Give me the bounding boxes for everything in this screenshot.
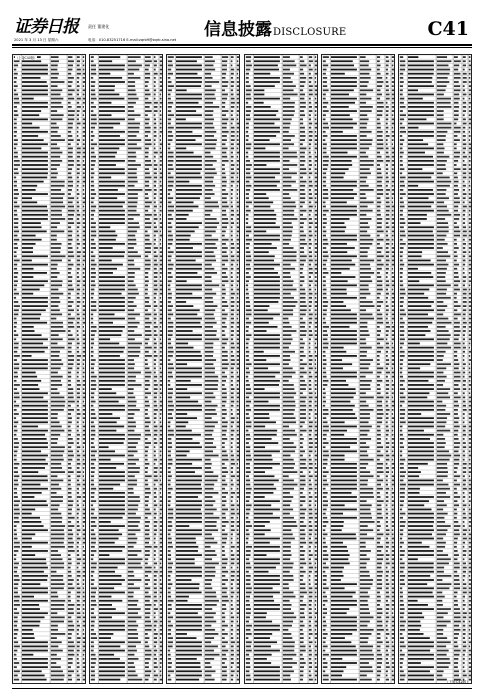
- continuation-note: （下转C42版）: [444, 680, 470, 684]
- continued-from-caption: （上接C40版）: [15, 56, 38, 60]
- section-title-en: DISCLOSURE: [273, 27, 347, 38]
- table-column-6: [398, 54, 472, 684]
- page-number: C41: [427, 18, 469, 40]
- table-grid: [322, 55, 395, 684]
- table-grid: [167, 55, 240, 684]
- table-grid: [245, 55, 318, 684]
- table-column-3: [166, 54, 240, 684]
- newspaper-logo: 证券日报: [14, 17, 78, 37]
- table-column-4: [244, 54, 318, 684]
- table-column-5: [321, 54, 395, 684]
- footer-rule: [12, 688, 472, 689]
- table-column-1: [12, 54, 86, 684]
- contact-line: 电话：010-83251716 E-mail:zqrb9@zqrb.sina.net: [88, 38, 177, 42]
- editor-line: 责任 董建化: [88, 24, 110, 29]
- table-column-2: [89, 54, 163, 684]
- issue-date: 2021 年 3 月 13 日 星期六: [14, 38, 59, 42]
- table-grid: [13, 55, 86, 684]
- table-grid: [90, 55, 163, 684]
- section-title-cn: 信息披露: [204, 20, 272, 40]
- table-grid: [399, 55, 472, 684]
